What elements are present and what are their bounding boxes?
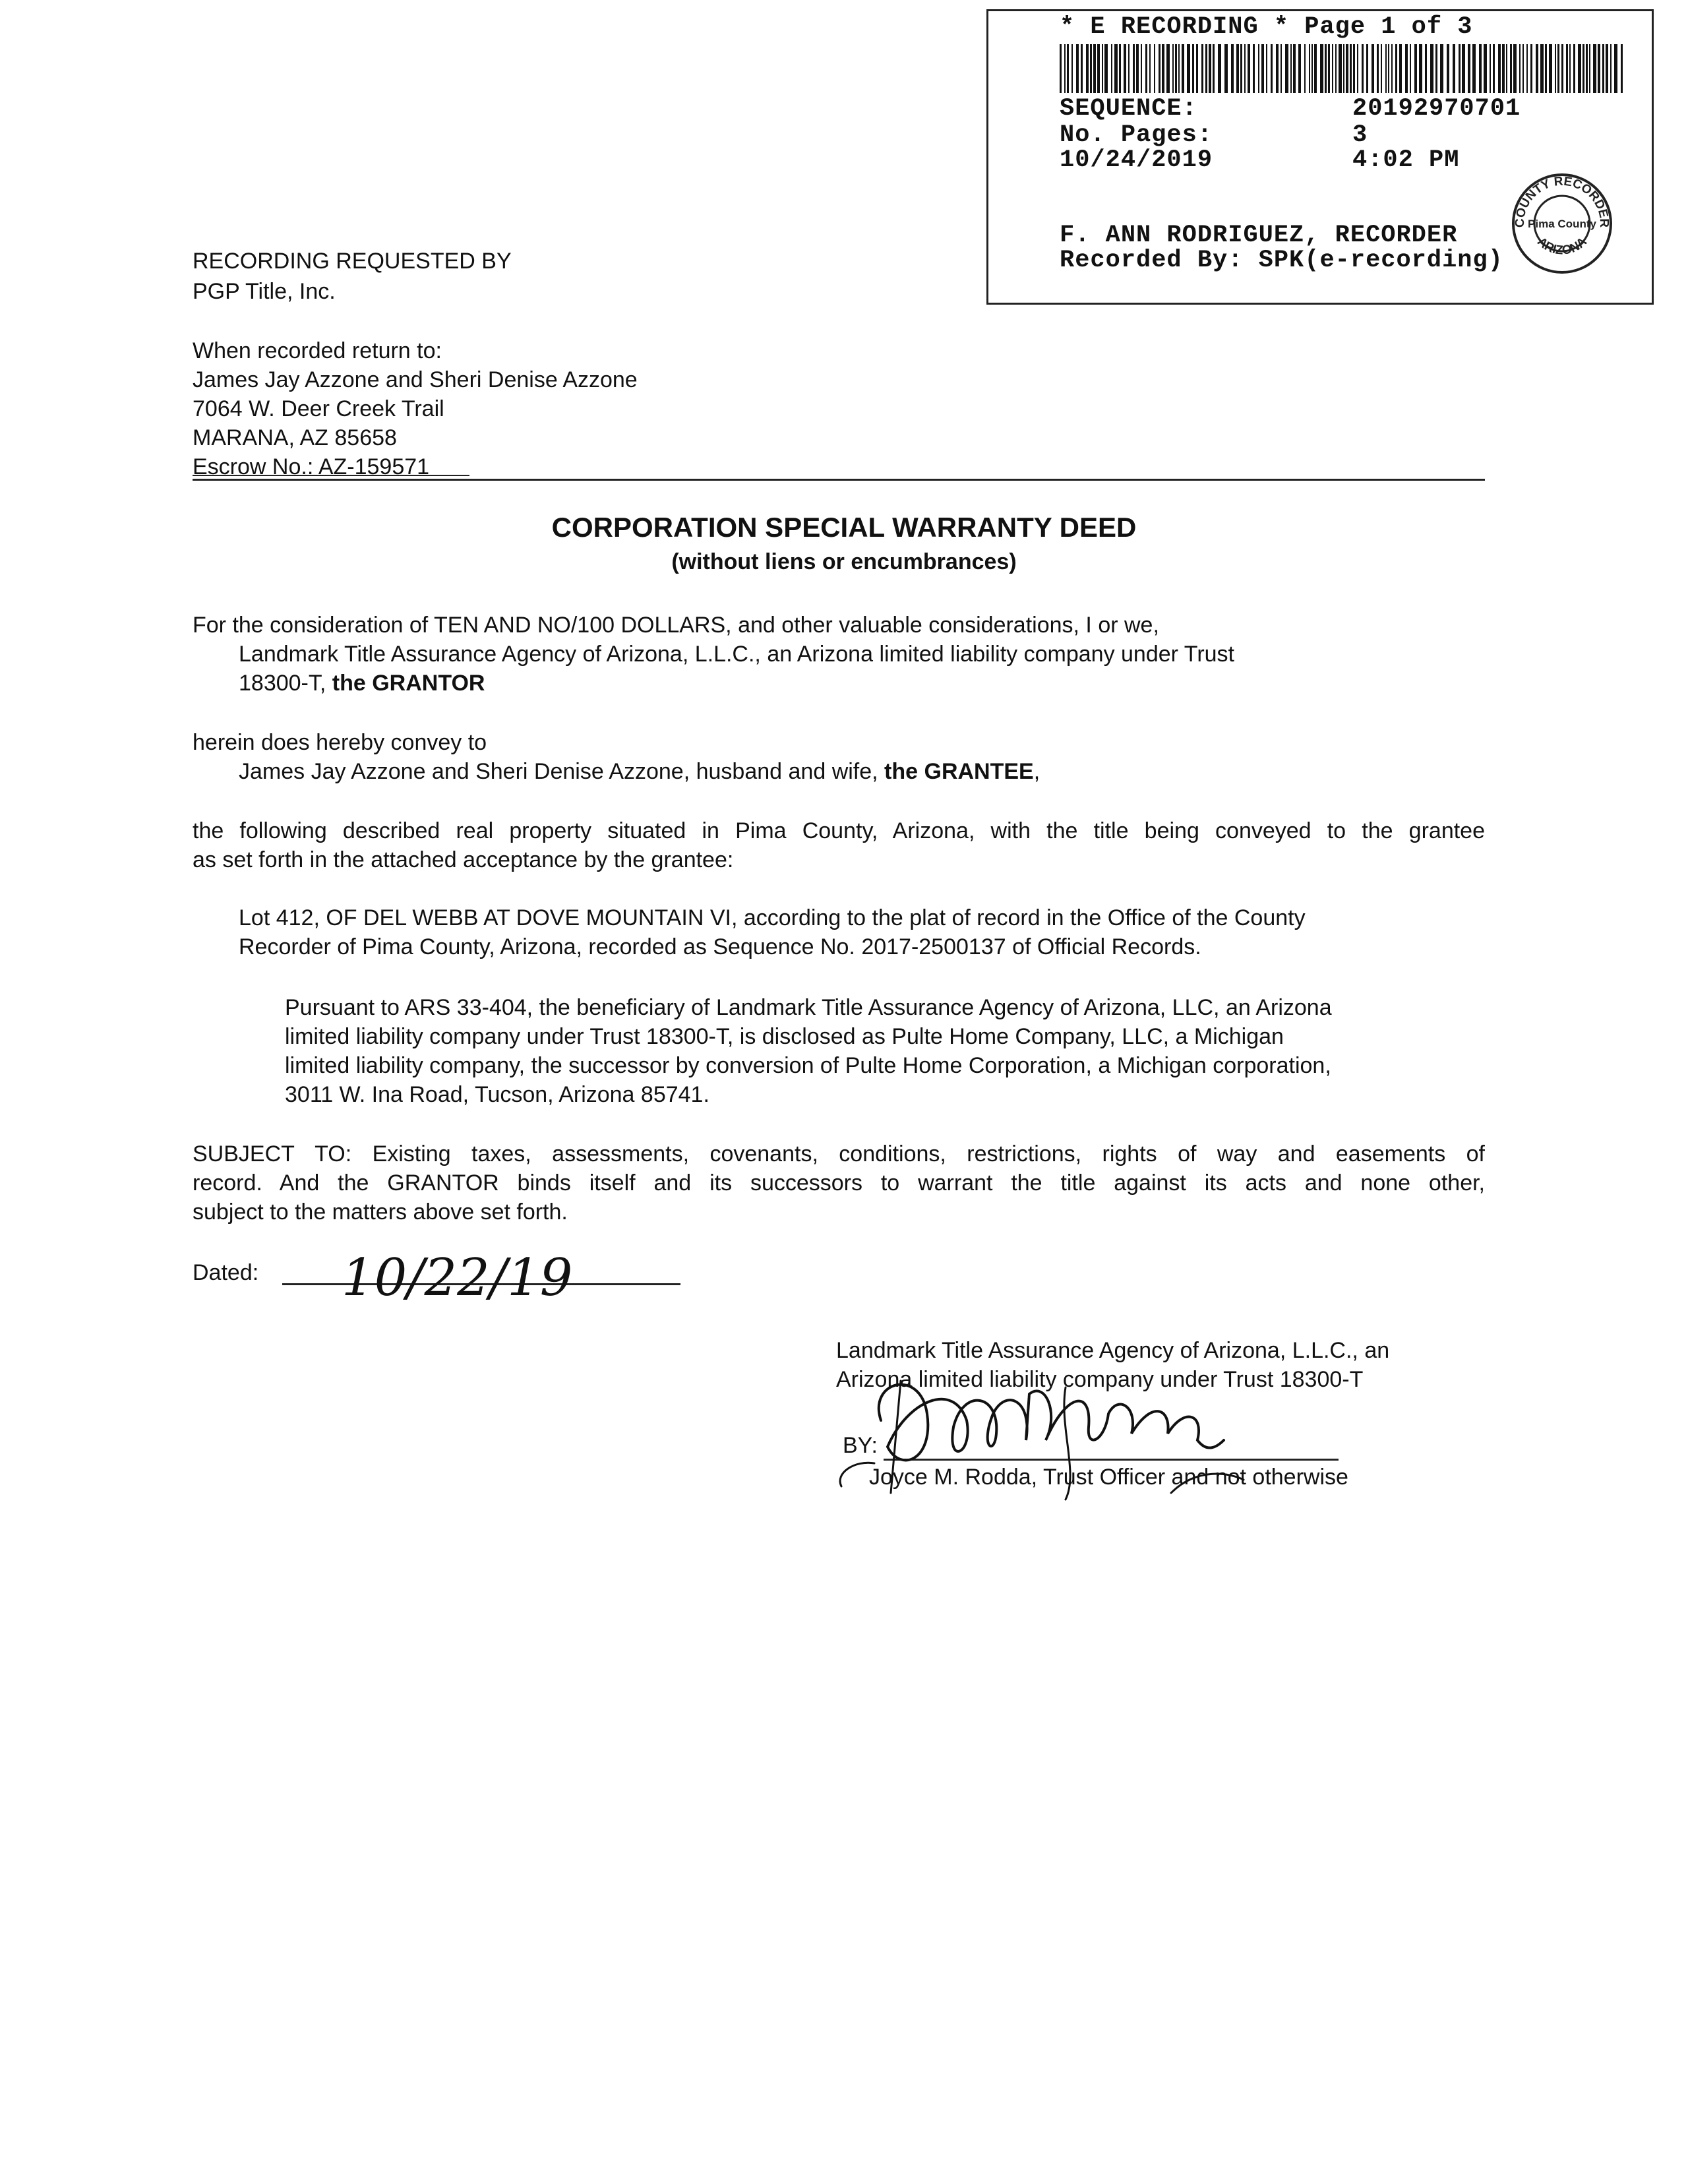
grantor-line-1: Landmark Title Assurance Agency of Arizona, L.L.C., an Arizona limited liability company under Trust: [239, 642, 1234, 667]
return-city: MARANA, AZ 85658: [193, 425, 397, 450]
dated-label: Dated:: [193, 1260, 259, 1285]
subject-line-3: subject to the matters above set forth.: [193, 1199, 568, 1225]
legal-line-1: Lot 412, OF DEL WEBB AT DOVE MOUNTAIN VI, according to the plat of record in the Office of the County: [239, 905, 1306, 930]
barcode: [1060, 44, 1627, 93]
deed-title: CORPORATION SPECIAL WARRANTY DEED: [551, 512, 1137, 543]
grantor-line-2: [239, 669, 485, 698]
legal-line-2: Recorder of Pima County, Arizona, recorded as Sequence No. 2017-2500137 of Official Records.: [239, 934, 1201, 959]
return-name: James Jay Azzone and Sheri Denise Azzone: [193, 367, 638, 392]
escrow-number: Escrow No.: AZ-159571: [193, 454, 430, 479]
stamp-header: * E RECORDING * Page 1 of 3: [1060, 13, 1473, 41]
stamp-recorder: F. ANN RODRIGUEZ, RECORDER: [1060, 222, 1458, 249]
consideration-text: For the consideration of TEN AND NO/100 DOLLARS, and other valuable considerations, I or we,: [193, 613, 1159, 638]
grantee-line: [239, 757, 1040, 786]
stamp-recorded-by: Recorded By: SPK(e-recording): [1060, 247, 1503, 274]
subject-line-2: record. And the GRANTOR binds itself and its successors to warrant the title against its acts and none other,: [193, 1170, 1485, 1196]
by-label: BY:: [843, 1433, 878, 1458]
county-seal: [1509, 171, 1615, 276]
signatory-entity-line-2: Arizona limited liability company under Trust 18300-T: [836, 1367, 1364, 1392]
property-line-1: the following described real property situated in Pima County, Arizona, with the title being conveyed to the grantee: [193, 818, 1485, 843]
seal-bottom-text: ARIZONA: [1534, 235, 1590, 258]
grantee-label: the GRANTEE: [884, 759, 1034, 784]
stamp-pages-label: No. Pages:: [1060, 121, 1213, 149]
return-street: 7064 W. Deer Creek Trail: [193, 396, 444, 421]
escrow-underline: [193, 475, 469, 476]
return-label: When recorded return to:: [193, 338, 442, 363]
grantee-names: James Jay Azzone and Sheri Denise Azzone, husband and wife,: [239, 759, 885, 784]
header-divider: [193, 479, 1485, 481]
requested-by: PGP Title, Inc.: [193, 279, 336, 304]
requested-by-label: RECORDING REQUESTED BY: [193, 249, 512, 274]
subject-line-1: SUBJECT TO: Existing taxes, assessments, covenants, conditions, restrictions, rights of way and easements of: [193, 1141, 1485, 1167]
stamp-date: 10/24/2019: [1060, 146, 1213, 174]
convey-text: herein does hereby convey to: [193, 730, 487, 755]
stamp-sequence-label: SEQUENCE:: [1060, 95, 1197, 123]
ars-line-3: limited liability company, the successor by conversion of Pulte Home Corporation, a Michigan corporation,: [285, 1053, 1331, 1078]
handwritten-date: [335, 1240, 573, 1312]
seal-center-text: Pima County: [1528, 218, 1596, 230]
stamp-time: 4:02 PM: [1352, 146, 1460, 174]
handwritten-signature: [828, 1341, 1250, 1513]
recording-stamp: [986, 9, 1654, 305]
svg-text:10/22/19: 10/22/19: [342, 1248, 573, 1308]
stamp-pages-value: 3: [1352, 121, 1368, 149]
grantor-trust: 18300-T,: [239, 671, 332, 696]
signatory-entity-line-1: Landmark Title Assurance Agency of Arizona, L.L.C., an: [836, 1338, 1390, 1363]
ars-line-1: Pursuant to ARS 33-404, the beneficiary of Landmark Title Assurance Agency of Arizona, LLC, an Arizona: [285, 995, 1332, 1020]
deed-subtitle: (without liens or encumbrances): [671, 549, 1017, 574]
seal-top-text: COUNTY RECORDER: [1513, 174, 1612, 228]
grantor-label: the GRANTOR: [332, 671, 485, 696]
ars-line-4: 3011 W. Ina Road, Tucson, Arizona 85741.: [285, 1082, 709, 1107]
grantee-end: ,: [1033, 759, 1040, 784]
property-line-2: as set forth in the attached acceptance by the grantee:: [193, 847, 734, 872]
ars-line-2: limited liability company under Trust 18300-T, is disclosed as Pulte Home Company, LLC, a Michigan: [285, 1024, 1284, 1049]
stamp-sequence-value: 20192970701: [1352, 95, 1521, 123]
signer-name: Joyce M. Rodda, Trust Officer and not otherwise: [869, 1465, 1348, 1490]
